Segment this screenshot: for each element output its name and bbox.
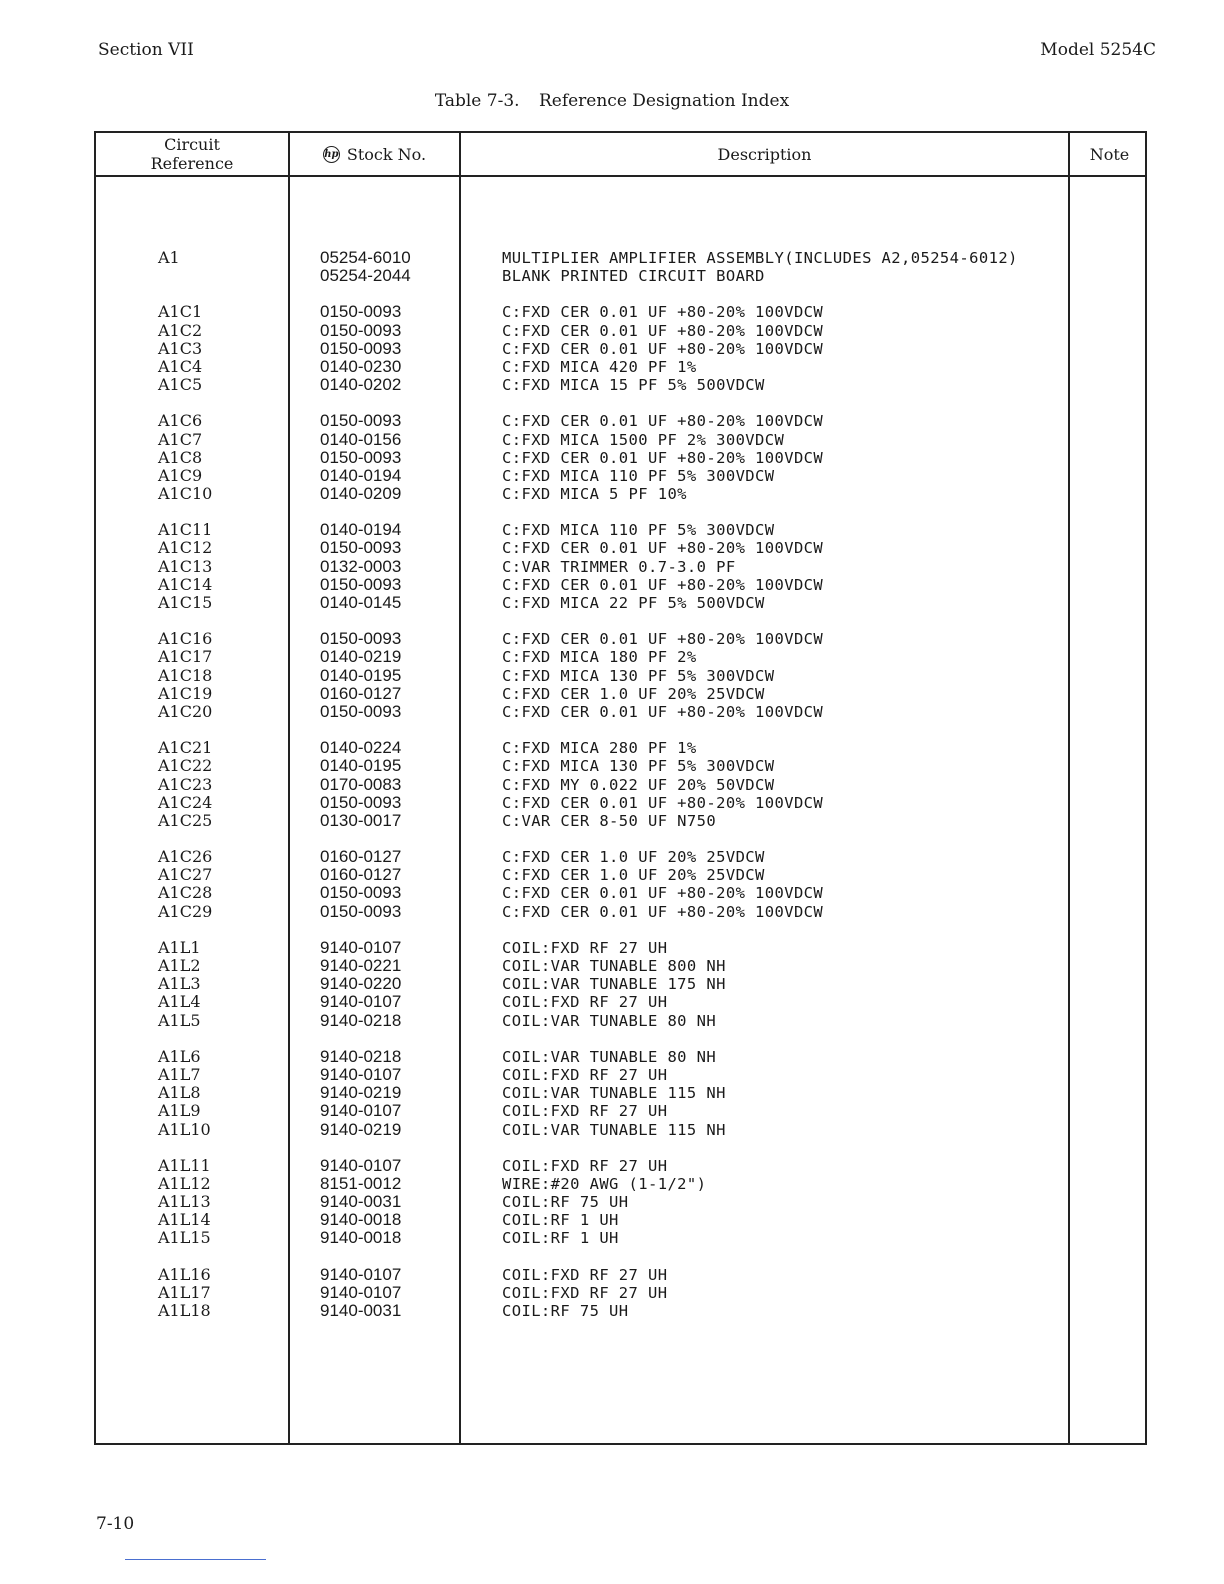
table-row <box>96 303 1149 321</box>
table-row <box>96 576 1149 594</box>
circuit-reference-cell: A1C28 <box>158 883 213 903</box>
circuit-reference-cell: A1C3 <box>158 338 203 358</box>
stock-number-cell: 0150-0093 <box>320 338 402 358</box>
footer-rule <box>125 1559 266 1560</box>
stock-number-cell: 0140-0195 <box>320 665 402 685</box>
stock-number-cell: 9140-0218 <box>320 1046 402 1066</box>
table-row <box>96 794 1149 812</box>
stock-number-cell: 0140-0194 <box>320 520 402 540</box>
description-cell: C:FXD CER 0.01 UF +80-20% 100VDCW <box>502 902 824 921</box>
stock-number-cell: 0150-0093 <box>320 574 402 594</box>
stock-number-cell: 9140-0107 <box>320 1155 402 1175</box>
description-cell: C:FXD MICA 110 PF 5% 300VDCW <box>502 466 775 485</box>
table-row <box>96 376 1149 394</box>
table-row <box>96 449 1149 467</box>
circuit-reference-cell: A1 <box>158 248 180 267</box>
table-caption: Reference Designation Index <box>538 91 790 111</box>
table-title <box>0 91 1224 111</box>
circuit-reference-cell: A1L10 <box>158 1119 211 1139</box>
circuit-reference-cell: A1L11 <box>158 1155 211 1175</box>
table-row <box>96 866 1149 884</box>
description-cell: C:VAR TRIMMER 0.7-3.0 PF <box>502 557 736 576</box>
circuit-reference-cell: A1C1 <box>158 302 203 322</box>
circuit-reference-cell: A1C5 <box>158 375 203 395</box>
table-row <box>96 739 1149 757</box>
circuit-reference-cell: A1C12 <box>158 538 213 558</box>
circuit-reference-cell: A1C13 <box>158 556 213 576</box>
description-cell: COIL:VAR TUNABLE 800 NH <box>502 957 726 975</box>
stock-number-cell: 0140-0145 <box>320 593 402 612</box>
column-header-ref-line1: Circuit <box>164 135 220 154</box>
table-row <box>96 431 1149 449</box>
description-cell: MULTIPLIER AMPLIFIER ASSEMBLY(INCLUDES A2,05254-6012) <box>502 249 1018 267</box>
circuit-reference-cell: A1C14 <box>158 574 213 594</box>
circuit-reference-cell: A1L6 <box>158 1046 201 1066</box>
stock-number-cell: 0140-0224 <box>320 738 402 758</box>
table-row <box>96 1012 1149 1030</box>
circuit-reference-cell: A1C17 <box>158 647 213 667</box>
table-row <box>96 1066 1149 1084</box>
description-cell: COIL:FXD RF 27 UH <box>502 1156 668 1175</box>
description-cell: C:FXD CER 0.01 UF +80-20% 100VDCW <box>502 630 824 649</box>
description-cell: COIL:VAR TUNABLE 175 NH <box>502 975 726 994</box>
circuit-reference-cell: A1L14 <box>158 1210 211 1230</box>
column-header-stock-no <box>290 133 459 175</box>
description-cell: C:FXD MICA 5 PF 10% <box>502 485 687 504</box>
hp-logo-icon: hp <box>323 146 340 163</box>
description-cell: C:FXD MICA 110 PF 5% 300VDCW <box>502 521 775 540</box>
circuit-reference-cell: A1C23 <box>158 774 213 794</box>
description-cell: C:FXD CER 0.01 UF +80-20% 100VDCW <box>502 884 824 903</box>
table-row <box>96 1102 1149 1120</box>
table-row <box>96 1284 1149 1302</box>
circuit-reference-cell: A1L5 <box>158 1010 201 1030</box>
stock-number-cell: 0160-0127 <box>320 865 402 885</box>
stock-number-cell: 9140-0218 <box>320 1010 402 1030</box>
stock-number-cell: 0150-0093 <box>320 447 402 467</box>
stock-number-cell: 0130-0017 <box>320 810 402 830</box>
description-cell: C:FXD MICA 180 PF 2% <box>502 648 697 667</box>
circuit-reference-cell: A1C10 <box>158 484 213 504</box>
description-cell: C:FXD MICA 1500 PF 2% 300VDCW <box>502 430 785 449</box>
table-row <box>96 358 1149 376</box>
stock-number-cell: 0160-0127 <box>320 683 402 703</box>
table-row <box>96 340 1149 358</box>
circuit-reference-cell: A1C19 <box>158 683 213 703</box>
stock-number-cell: 0150-0093 <box>320 320 402 340</box>
description-cell: COIL:FXD RF 27 UH <box>502 993 668 1012</box>
stock-number-cell: 0150-0093 <box>320 302 402 322</box>
stock-number-cell: 05254-6010 <box>320 248 411 267</box>
table-row <box>96 630 1149 648</box>
table-row <box>96 1229 1149 1247</box>
description-cell: COIL:FXD RF 27 UH <box>502 1065 668 1084</box>
description-cell: COIL:FXD RF 27 UH <box>502 1102 668 1121</box>
circuit-reference-cell: A1C29 <box>158 901 213 921</box>
stock-number-cell: 0132-0003 <box>320 556 402 576</box>
table-row <box>96 939 1149 957</box>
table-row <box>96 884 1149 902</box>
stock-number-cell: 0140-0195 <box>320 756 402 776</box>
description-cell: COIL:RF 1 UH <box>502 1229 619 1248</box>
description-cell: COIL:FXD RF 27 UH <box>502 1265 668 1284</box>
description-cell: COIL:RF 75 UH <box>502 1193 629 1212</box>
model-label: Model 5254C <box>1040 40 1156 60</box>
circuit-reference-cell: A1C20 <box>158 701 213 721</box>
circuit-reference-cell: A1C15 <box>158 593 213 612</box>
description-cell: COIL:VAR TUNABLE 115 NH <box>502 1084 726 1103</box>
description-cell: C:FXD CER 1.0 UF 20% 25VDCW <box>502 848 765 867</box>
table-row <box>96 485 1149 503</box>
stock-number-cell: 0140-0194 <box>320 465 402 485</box>
table-row <box>96 667 1149 685</box>
circuit-reference-cell: A1L15 <box>158 1228 211 1248</box>
circuit-reference-cell: A1L9 <box>158 1101 201 1121</box>
header-divider <box>96 175 1145 177</box>
circuit-reference-cell: A1L13 <box>158 1192 211 1212</box>
stock-number-cell: 0150-0093 <box>320 701 402 721</box>
stock-number-cell: 0150-0093 <box>320 411 402 431</box>
description-cell: COIL:VAR TUNABLE 115 NH <box>502 1120 726 1139</box>
circuit-reference-cell: A1L7 <box>158 1064 201 1084</box>
stock-number-cell: 9140-0031 <box>320 1301 402 1320</box>
stock-number-cell: 0150-0093 <box>320 792 402 812</box>
table-row <box>96 903 1149 921</box>
stock-number-cell: 9140-0221 <box>320 956 402 975</box>
table-number: Table 7-3. <box>434 91 520 111</box>
table-row <box>96 1266 1149 1284</box>
table-row <box>96 594 1149 612</box>
stock-number-cell: 0140-0156 <box>320 429 402 449</box>
description-cell: C:FXD MICA 420 PF 1% <box>502 357 697 376</box>
table-row <box>96 975 1149 993</box>
description-cell: COIL:VAR TUNABLE 80 NH <box>502 1011 717 1030</box>
description-cell: C:FXD CER 0.01 UF +80-20% 100VDCW <box>502 339 824 358</box>
description-cell: C:FXD MICA 22 PF 5% 500VDCW <box>502 594 765 612</box>
page-number: 7-10 <box>96 1514 135 1534</box>
description-cell: COIL:FXD RF 27 UH <box>502 938 668 957</box>
description-cell: WIRE:#20 AWG (1-1/2") <box>502 1174 707 1193</box>
description-cell: C:FXD CER 0.01 UF +80-20% 100VDCW <box>502 412 824 431</box>
table-row <box>96 848 1149 866</box>
table-row <box>96 322 1149 340</box>
table-row <box>96 1175 1149 1193</box>
circuit-reference-cell: A1C4 <box>158 356 203 376</box>
circuit-reference-cell: A1L12 <box>158 1173 211 1193</box>
stock-number-cell: 9140-0031 <box>320 1192 402 1212</box>
table-row <box>96 957 1149 975</box>
stock-number-cell: 9140-0107 <box>320 1264 402 1284</box>
table-row <box>96 1211 1149 1229</box>
circuit-reference-cell: A1L8 <box>158 1083 201 1103</box>
stock-number-cell: 0150-0093 <box>320 883 402 903</box>
table-row <box>96 1121 1149 1139</box>
circuit-reference-cell: A1C2 <box>158 320 203 340</box>
description-cell: C:FXD CER 0.01 UF +80-20% 100VDCW <box>502 575 824 594</box>
description-cell: C:VAR CER 8-50 UF N750 <box>502 811 717 830</box>
circuit-reference-cell: A1C26 <box>158 847 213 867</box>
description-cell: C:FXD CER 0.01 UF +80-20% 100VDCW <box>502 793 824 812</box>
description-cell: C:FXD MY 0.022 UF 20% 50VDCW <box>502 775 775 794</box>
circuit-reference-cell: A1C25 <box>158 810 213 830</box>
table-row <box>96 467 1149 485</box>
stock-number-cell: 9140-0018 <box>320 1228 402 1248</box>
circuit-reference-cell: A1L4 <box>158 992 201 1012</box>
reference-designation-table <box>94 131 1147 1445</box>
circuit-reference-cell: A1C11 <box>158 520 213 540</box>
circuit-reference-cell: A1C21 <box>158 738 213 758</box>
table-row <box>96 812 1149 830</box>
circuit-reference-cell: A1C18 <box>158 665 213 685</box>
description-cell: C:FXD CER 1.0 UF 20% 25VDCW <box>502 866 765 885</box>
stock-number-cell: 9140-0018 <box>320 1210 402 1230</box>
circuit-reference-cell: A1L18 <box>158 1301 211 1320</box>
table-row <box>96 1048 1149 1066</box>
description-cell: C:FXD MICA 15 PF 5% 500VDCW <box>502 376 765 395</box>
circuit-reference-cell: A1L2 <box>158 956 201 975</box>
table-row <box>96 267 1149 285</box>
table-row <box>96 1302 1149 1320</box>
description-cell: C:FXD CER 0.01 UF +80-20% 100VDCW <box>502 448 824 467</box>
stock-number-cell: 0170-0083 <box>320 774 402 794</box>
table-row <box>96 249 1149 267</box>
column-header-note: Note <box>1089 144 1130 164</box>
section-label: Section VII <box>98 40 194 60</box>
stock-number-cell: 9140-0219 <box>320 1119 402 1139</box>
description-cell: BLANK PRINTED CIRCUIT BOARD <box>502 267 765 286</box>
circuit-reference-cell: A1L16 <box>158 1264 211 1284</box>
description-cell: COIL:RF 75 UH <box>502 1302 629 1320</box>
table-row <box>96 558 1149 576</box>
stock-number-cell: 0140-0219 <box>320 647 402 667</box>
stock-number-cell: 8151-0012 <box>320 1173 402 1193</box>
stock-number-cell: 0150-0093 <box>320 538 402 558</box>
table-body <box>96 249 1149 1320</box>
table-row <box>96 757 1149 775</box>
description-cell: C:FXD CER 0.01 UF +80-20% 100VDCW <box>502 303 824 322</box>
table-row <box>96 539 1149 557</box>
circuit-reference-cell: A1L3 <box>158 974 201 994</box>
description-cell: C:FXD CER 0.01 UF +80-20% 100VDCW <box>502 321 824 340</box>
circuit-reference-cell: A1C6 <box>158 411 203 431</box>
description-cell: C:FXD CER 1.0 UF 20% 25VDCW <box>502 684 765 703</box>
table-row <box>96 521 1149 539</box>
stock-number-cell: 0150-0093 <box>320 901 402 921</box>
description-cell: C:FXD CER 0.01 UF +80-20% 100VDCW <box>502 539 824 558</box>
description-cell: C:FXD MICA 130 PF 5% 300VDCW <box>502 757 775 776</box>
description-cell: COIL:RF 1 UH <box>502 1211 619 1230</box>
stock-number-cell: 9140-0219 <box>320 1083 402 1103</box>
circuit-reference-cell: A1C22 <box>158 756 213 776</box>
stock-number-cell: 0140-0230 <box>320 356 402 376</box>
stock-number-cell: 9140-0107 <box>320 992 402 1012</box>
table-row <box>96 1157 1149 1175</box>
column-header-ref-line2: Reference <box>150 154 234 173</box>
circuit-reference-cell: A1C7 <box>158 429 203 449</box>
column-header-circuit-reference <box>96 133 288 175</box>
description-cell: C:FXD MICA 280 PF 1% <box>502 739 697 758</box>
description-cell: C:FXD MICA 130 PF 5% 300VDCW <box>502 666 775 685</box>
circuit-reference-cell: A1L17 <box>158 1282 211 1302</box>
circuit-reference-cell: A1C16 <box>158 629 213 649</box>
table-row <box>96 685 1149 703</box>
stock-number-cell: 9140-0107 <box>320 1101 402 1121</box>
column-header-description: Description <box>717 144 812 164</box>
stock-number-cell: 0160-0127 <box>320 847 402 867</box>
stock-number-cell: 9140-0107 <box>320 937 402 957</box>
circuit-reference-cell: A1C8 <box>158 447 203 467</box>
stock-number-cell: 9140-0220 <box>320 974 402 994</box>
stock-number-cell: 0140-0209 <box>320 484 402 504</box>
table-row <box>96 1193 1149 1211</box>
table-row <box>96 703 1149 721</box>
stock-number-cell: 0140-0202 <box>320 375 402 395</box>
circuit-reference-cell: A1C9 <box>158 465 203 485</box>
table-row <box>96 648 1149 666</box>
table-row <box>96 412 1149 430</box>
table-row <box>96 1084 1149 1102</box>
description-cell: C:FXD CER 0.01 UF +80-20% 100VDCW <box>502 702 824 721</box>
stock-number-cell: 05254-2044 <box>320 266 411 286</box>
circuit-reference-cell: A1C27 <box>158 865 213 885</box>
stock-number-cell: 9140-0107 <box>320 1064 402 1084</box>
column-header-stock-label: Stock No. <box>346 144 427 164</box>
stock-number-cell: 0150-0093 <box>320 629 402 649</box>
stock-number-cell: 9140-0107 <box>320 1282 402 1302</box>
table-row <box>96 993 1149 1011</box>
description-cell: COIL:FXD RF 27 UH <box>502 1283 668 1302</box>
table-row <box>96 776 1149 794</box>
circuit-reference-cell: A1C24 <box>158 792 213 812</box>
description-cell: COIL:VAR TUNABLE 80 NH <box>502 1047 717 1066</box>
circuit-reference-cell: A1L1 <box>158 937 201 957</box>
